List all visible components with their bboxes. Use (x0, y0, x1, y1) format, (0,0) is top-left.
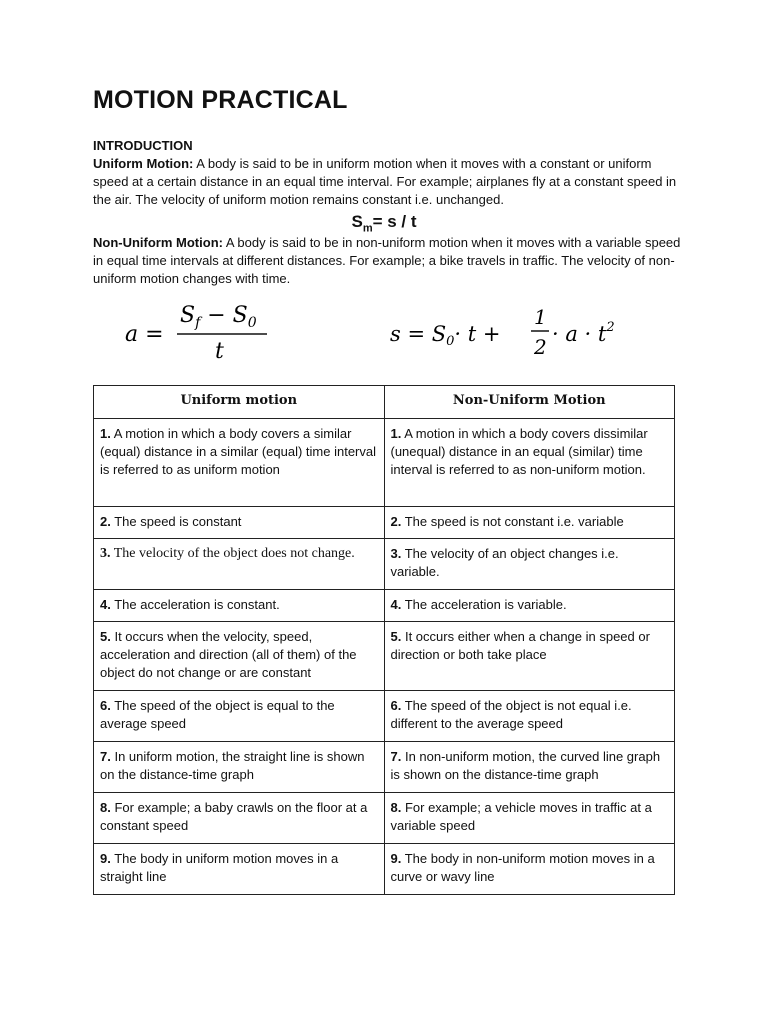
uniform-cell (94, 742, 385, 793)
table-row (94, 844, 675, 895)
non-uniform-motion-label: Non-Uniform Motion: (93, 235, 223, 250)
uniform-cell (94, 844, 385, 895)
row-number: 5. (100, 629, 111, 644)
cell-text: It occurs either when a change in speed or direction or both take place (390, 629, 650, 662)
cell-text: The acceleration is variable. (401, 597, 567, 612)
displacement-lhs: s = S0· t + (390, 322, 501, 349)
cell-text: A motion in which a body covers a similar (equal) distance in a similar (equal) time interval is referred to as uniform motion (100, 426, 377, 477)
cell-text: The velocity of the object does not change. (110, 546, 355, 561)
cell-text: The speed of the object is not equal i.e. different to the average speed (390, 698, 632, 731)
row-number: 4. (390, 597, 402, 612)
row-number: 6. (100, 698, 111, 713)
table-row (94, 793, 675, 844)
table-header-row (94, 386, 675, 419)
uniform-cell (94, 507, 385, 539)
cell-text: The body in non-uniform motion moves in a curve or wavy line (390, 851, 655, 884)
table-row (94, 539, 675, 590)
non-uniform-motion-text: A body is said to be in non-uniform motion when it moves with a variable speed in equal time intervals at different distances. For example; a bike travels in traffic. The velocity of non-uniform motion changes with time. (93, 235, 681, 286)
cell-text: The speed of the object is equal to the average speed (100, 698, 335, 731)
header-non-uniform: Non-Uniform Motion (384, 386, 675, 419)
non-uniform-cell (384, 419, 675, 507)
table-row (94, 507, 675, 539)
uniform-cell (94, 793, 385, 844)
table-row (94, 419, 675, 507)
non-uniform-motion-paragraph (93, 234, 683, 288)
uniform-cell (94, 539, 385, 590)
accel-numerator: $S_f - S_0$ (180, 303, 257, 331)
row-number: 9. (390, 851, 402, 866)
row-number: 7. (100, 749, 111, 764)
uniform-cell (94, 590, 385, 622)
non-uniform-cell (384, 590, 675, 622)
half-denominator: 2 (534, 335, 547, 359)
uniform-motion-text: A body is said to be in uniform motion when it moves with a constant or uniform speed at a certain distance in an equal time interval. For example; airplanes fly at a constant speed in the air. The velocity of uniform motion remains constant i.e. unchanged. (93, 156, 677, 207)
speed-formula-rhs: = s / t (372, 212, 417, 231)
comparison-table (93, 385, 675, 895)
cell-text: A motion in which a body covers dissimilar (unequal) distance in an equal (similar) time interval is referred to as non-uniform motion. (390, 426, 648, 477)
row-number: 2. (390, 514, 402, 529)
acceleration-equation (125, 300, 275, 362)
non-uniform-cell (384, 844, 675, 895)
row-number: 6. (390, 698, 402, 713)
row-number: 8. (100, 800, 111, 815)
row-number: 4. (100, 597, 111, 612)
non-uniform-cell (384, 539, 675, 590)
non-uniform-cell (384, 691, 675, 742)
cell-text: For example; a vehicle moves in traffic at a variable speed (390, 800, 652, 833)
cell-text: For example; a baby crawls on the floor at a constant speed (100, 800, 368, 833)
row-number: 2. (100, 514, 111, 529)
non-uniform-cell (384, 622, 675, 691)
uniform-cell (94, 691, 385, 742)
accel-lhs: a = (125, 322, 164, 347)
uniform-motion-label: Uniform Motion: (93, 156, 194, 171)
half-numerator: 1 (534, 305, 547, 329)
row-number: 5. (390, 629, 402, 644)
row-number: 8. (390, 800, 402, 815)
speed-formula (0, 212, 768, 234)
cell-text: The speed is constant (110, 514, 242, 529)
introduction-heading: INTRODUCTION (93, 138, 193, 153)
header-uniform: Uniform motion (94, 386, 385, 419)
uniform-cell (94, 622, 385, 691)
non-uniform-cell (384, 742, 675, 793)
uniform-cell (94, 419, 385, 507)
cell-text: The acceleration is constant. (110, 597, 280, 612)
table-row (94, 742, 675, 793)
cell-text: In uniform motion, the straight line is shown on the distance-time graph (100, 749, 365, 782)
row-number: 1. (100, 426, 111, 441)
speed-formula-sub: m (362, 222, 373, 235)
displacement-equation (390, 300, 650, 362)
row-number: 9. (100, 851, 111, 866)
table-row (94, 691, 675, 742)
page-title: MOTION PRACTICAL (93, 86, 348, 114)
row-number: 7. (390, 749, 402, 764)
non-uniform-cell (384, 507, 675, 539)
cell-text: The velocity of an object changes i.e. variable. (390, 546, 619, 579)
non-uniform-cell (384, 793, 675, 844)
cell-text: The speed is not constant i.e. variable (401, 514, 624, 529)
speed-formula-lhs: S (351, 212, 363, 231)
cell-text: The body in uniform motion moves in a straight line (100, 851, 339, 884)
uniform-motion-paragraph (93, 155, 683, 209)
row-number: 3. (100, 546, 111, 561)
cell-text: In non-uniform motion, the curved line graph is shown on the distance-time graph (390, 749, 661, 782)
table-row (94, 622, 675, 691)
row-number: 1. (390, 426, 402, 441)
row-number: 3. (390, 546, 402, 561)
table-row (94, 590, 675, 622)
displacement-rest: · $a \cdot t^2$ (552, 320, 615, 346)
cell-text: It occurs when the velocity, speed, acceleration and direction (all of them) of the object do not change or are constant (100, 629, 357, 680)
accel-denominator: t (215, 339, 224, 362)
